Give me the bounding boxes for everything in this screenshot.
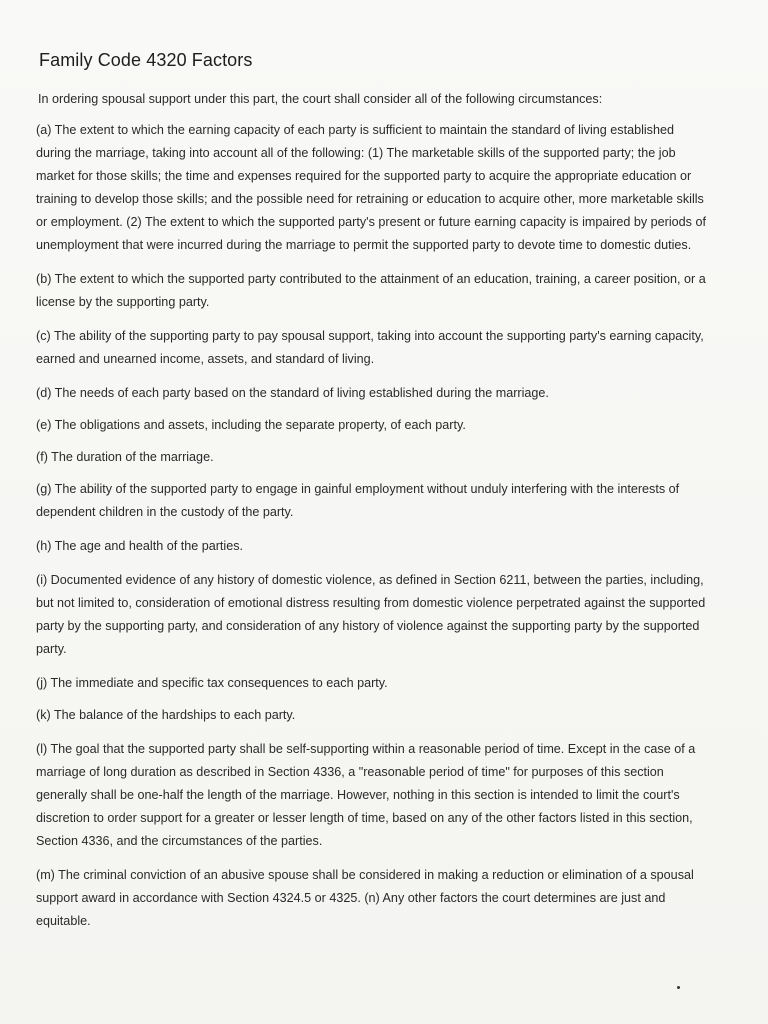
factor-h: (h) The age and health of the parties. [36, 539, 244, 553]
factor-k: (k) The balance of the hardships to each party. [36, 708, 296, 722]
factor-j: (j) The immediate and specific tax consequences to each party. [36, 676, 388, 690]
factor-a: (a) The extent to which the earning capacity of each party is sufficient to maintain the standard of living established during the marriage, taking into account all of the following: (1) The marketable skills of the supported party; the job market for those skills; the time and expenses required for the supported party to acquire the appropriate education or training to develop those skills; and the possible need for retraining or education to acquire other, more marketable skills or employment. (2) The extent to which the supported party's present or future earning capacity is impaired by periods of unemployment that were incurred during the marriage to permit the supported party to devote time to domestic duties. [36, 123, 706, 252]
intro-text: In ordering spousal support under this part, the court shall consider all of the following circumstances: [38, 92, 603, 106]
page-title: Family Code 4320 Factors [39, 50, 253, 70]
factor-c: (c) The ability of the supporting party to pay spousal support, taking into account the supporting party's earning capacity, earned and unearned income, assets, and standard of living. [36, 329, 704, 366]
factor-b: (b) The extent to which the supported party contributed to the attainment of an education, training, a career position, or a license by the supporting party. [36, 272, 706, 309]
factor-f: (f) The duration of the marriage. [36, 450, 214, 464]
factor-m-n: (m) The criminal conviction of an abusive spouse shall be considered in making a reduction or elimination of a spousal support award in accordance with Section 4324.5 or 4325. (n) Any other factors the court determines are just and equitable. [36, 868, 694, 928]
factor-i: (i) Documented evidence of any history of domestic violence, as defined in Section 6211, between the parties, including, but not limited to, consideration of emotional distress resulting from domestic violence perpetrated against the supported party by the supporting party, and consideration of any history of violence against the supporting party by the supported party. [36, 573, 706, 656]
factor-e: (e) The obligations and assets, including the separate property, of each party. [36, 418, 466, 432]
factor-l: (l) The goal that the supported party shall be self-supporting within a reasonable period of time. Except in the case of a marriage of long duration as described in Section 4336, a "reasonable period of time" for purposes of this section generally shall be one-half the length of the marriage. However, nothing in this section is intended to limit the court's discretion to order support for a greater or lesser length of time, based on any of the other factors listed in this section, Section 4336, and the circumstances of the parties. [36, 742, 696, 848]
factor-g: (g) The ability of the supported party to engage in gainful employment without unduly interfering with the interests of dependent children in the custody of the party. [36, 482, 680, 519]
factor-d: (d) The needs of each party based on the standard of living established during the marriage. [36, 386, 549, 400]
scan-speck [677, 986, 680, 989]
